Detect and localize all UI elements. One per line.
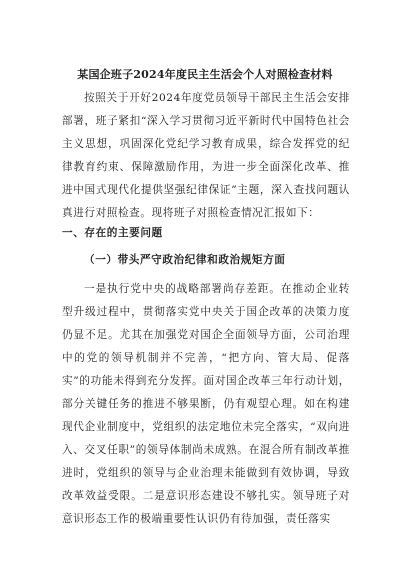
section-heading: 一、存在的主要问题	[62, 227, 163, 239]
document-title: 某国企班子2024年度民主生活会个人对照检查材料	[77, 68, 333, 81]
body-paragraph: 一是执行党中央的战略部署尚存差距。在推动企业转型升级过程中，贯彻落实党中央关于国企改革的决策力度仍显不足。尤其在加强党对国企全面领导方面，公司治理中的党的领导机制并不完善，“把方向、管大局、促落实”的功能未得到充分发挥。面对国企改革三年行动计划，部分关键任务的推进不够果断，仍有观望心理。如在构建现代企业制度中，党组织的法定地位未完全落实，“双向进入、交叉任职”的领导体制尚未成熟。在混合所有制改革推进时，党组织的领导与企业治理未能做到有效协调，导致改革效益受限。二是意识形态建设不够扎实。领导班子对意识形态工作的极端重要性认识仍有待加强，责任落实	[62, 283, 350, 525]
intro-paragraph: 按照关于开好2024年度党员领导干部民主生活会安排部署，班子紧扣“深入学习贯彻习近平新时代中国特色社会主义思想，巩固深化党纪学习教育成果，综合发挥党的纪律教育约束、保障激励作用，为进一步全面深化改革、推进中国式现代化提供坚强纪律保证”主题，深入查找问题认真进行对照检查。现将班子对照检查情况汇报如下：	[62, 92, 350, 219]
subsection-heading: （一）带头严守政治纪律和政治规矩方面	[84, 254, 286, 266]
